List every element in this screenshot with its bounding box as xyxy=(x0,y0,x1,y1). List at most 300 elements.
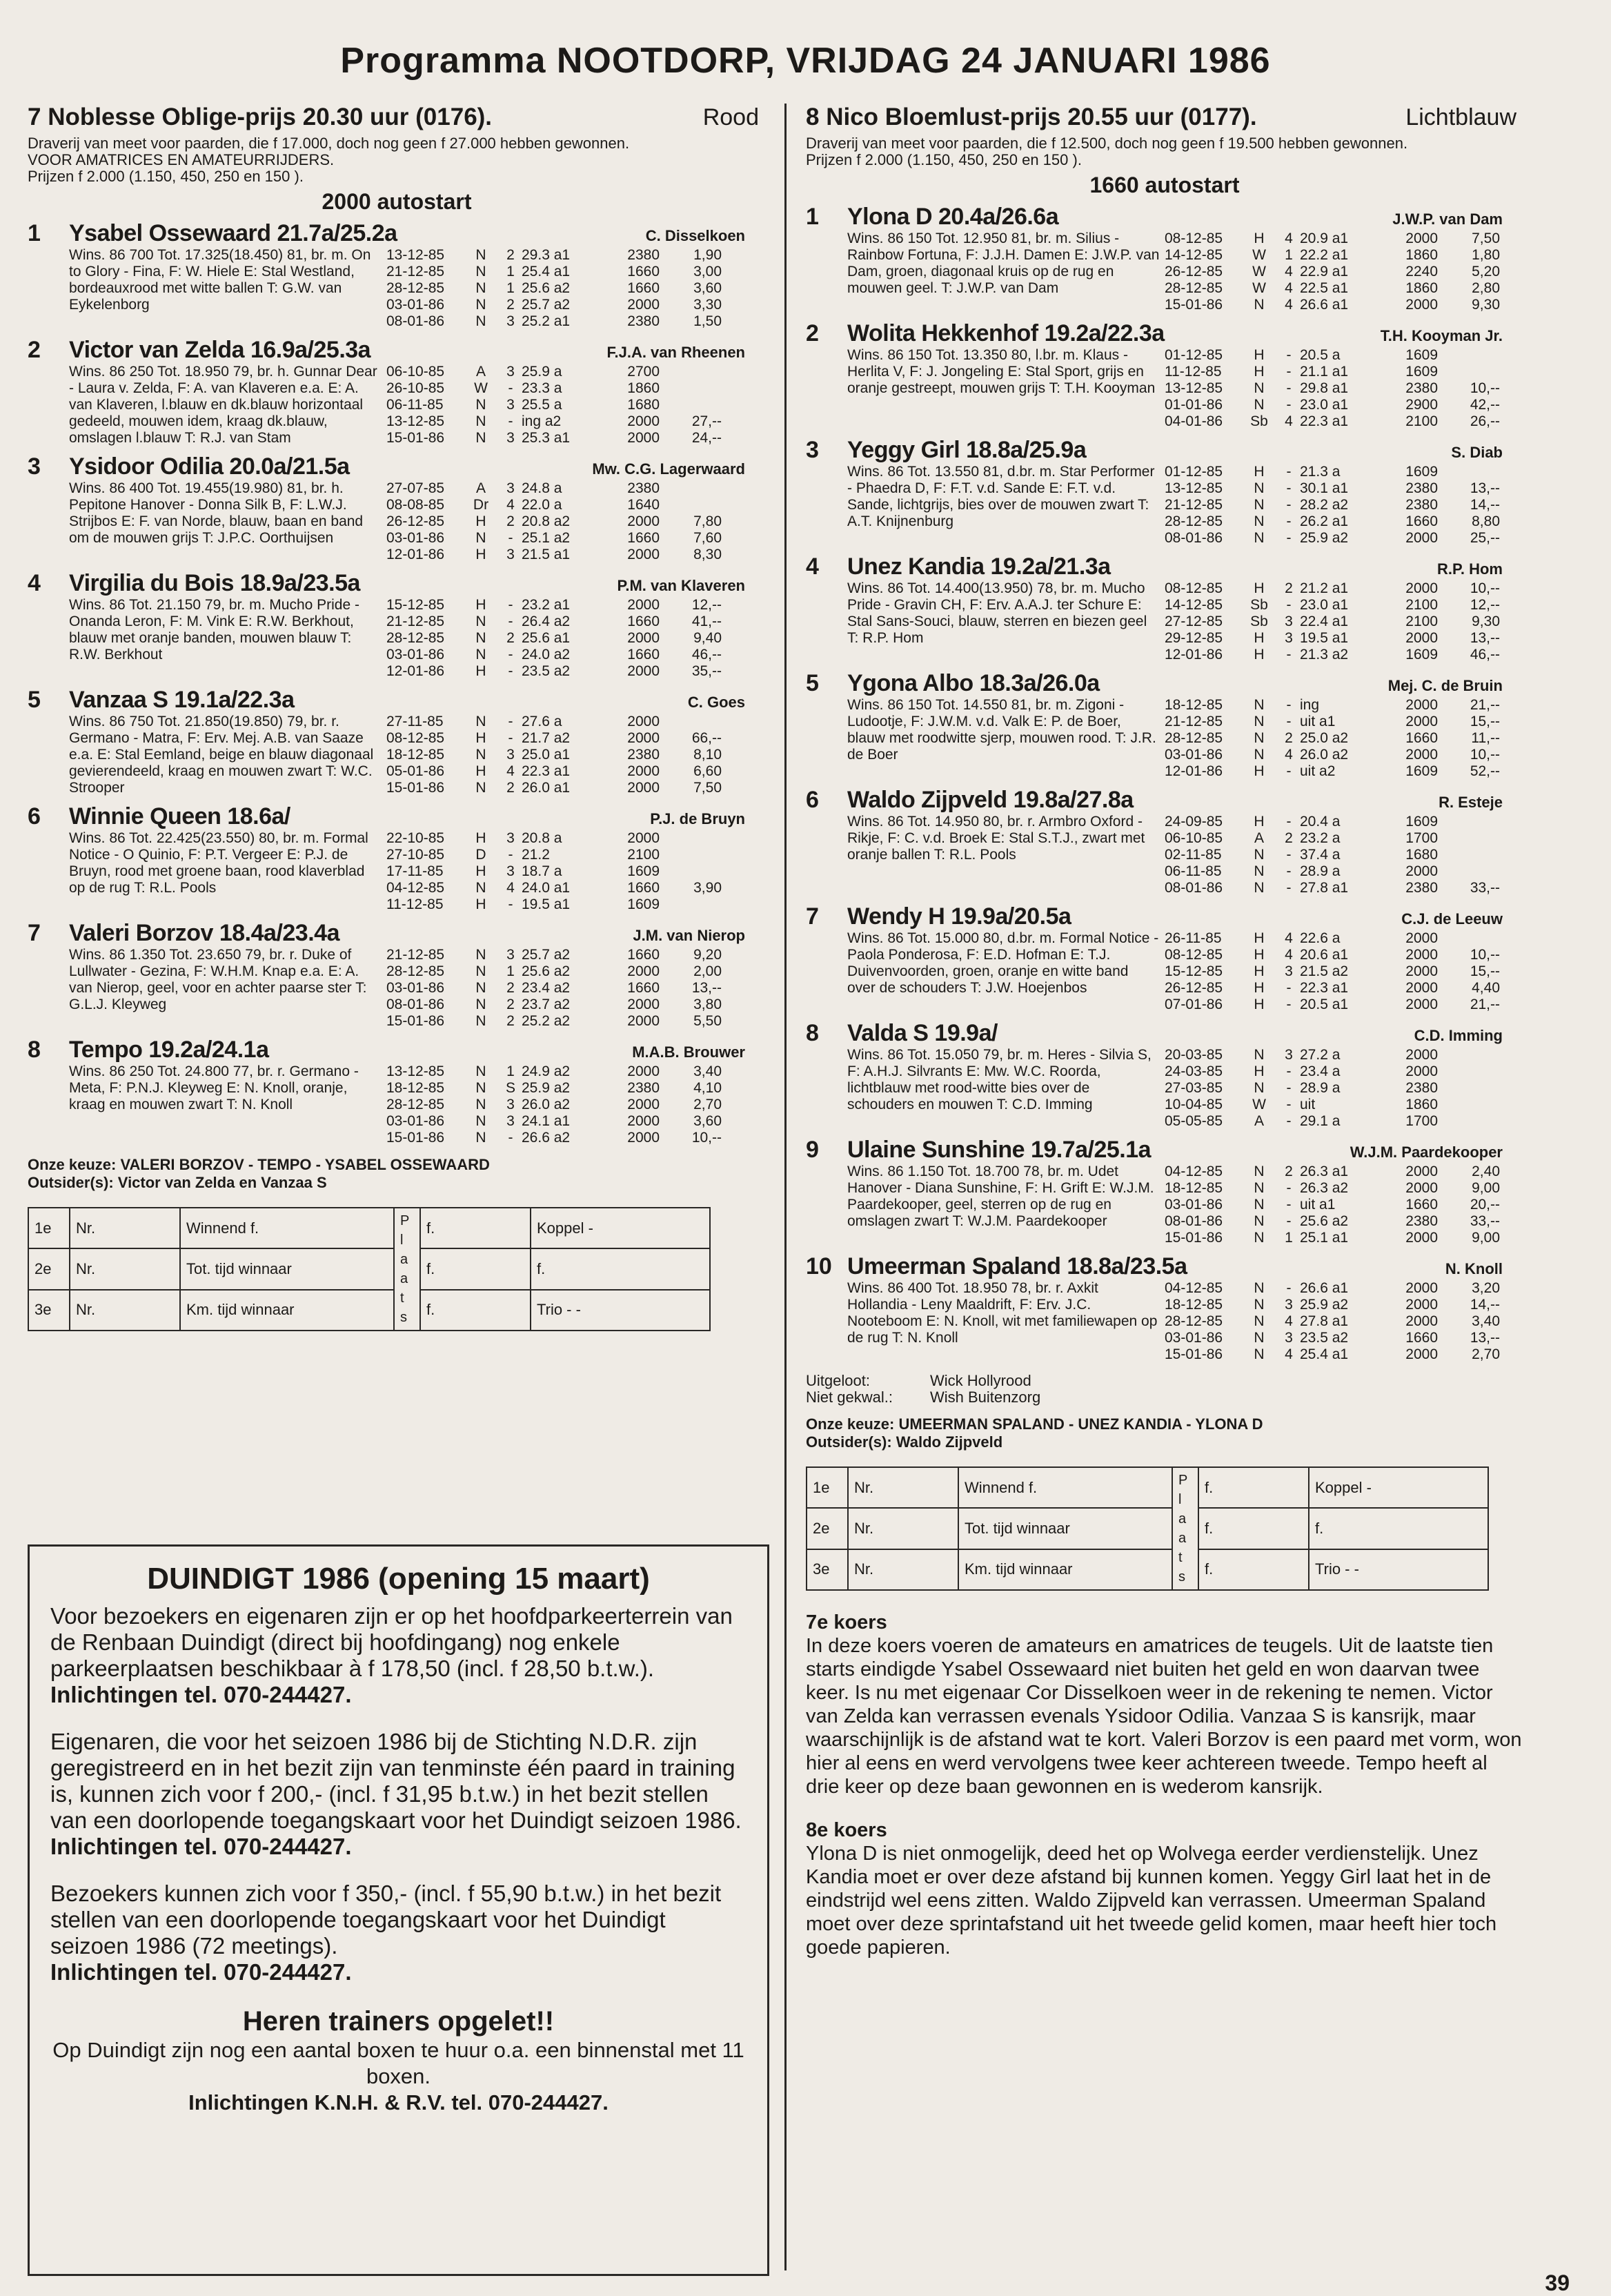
start-row xyxy=(386,280,766,297)
start-date: 13-12-85 xyxy=(386,413,445,429)
start-track: N xyxy=(475,630,486,646)
start-date: 08-01-86 xyxy=(386,313,445,329)
start-date: 18-12-85 xyxy=(1165,697,1223,713)
start-odds xyxy=(660,380,722,397)
horse-driver: S. Diab xyxy=(1451,444,1503,461)
start-time: 28.9 a xyxy=(1300,863,1341,879)
start-odds: 2,70 xyxy=(1472,1346,1500,1362)
horse-name: Wolita Hekkenhof 19.2a/22.3a xyxy=(847,320,1165,346)
horse-header xyxy=(806,1137,1523,1164)
result-table xyxy=(28,1207,711,1331)
horse-entry xyxy=(806,1253,1523,1363)
start-odds: 2,00 xyxy=(693,963,722,979)
start-date: 07-01-86 xyxy=(1165,997,1223,1012)
start-track: N xyxy=(475,880,486,896)
start-track: H xyxy=(475,896,486,912)
start-date: 14-12-85 xyxy=(1165,597,1223,613)
start-row xyxy=(1165,697,1523,714)
start-place: 4 xyxy=(1285,1313,1293,1329)
start-distance: 2000 xyxy=(627,663,660,679)
horse-number: 4 xyxy=(28,570,41,596)
horse-info: Wins. 86 400 Tot. 18.950 78, br. r. Axkit Hollandia - Leny Maaldrift, F: Erv. J.C. Nooteboom E: N. Knoll, wit met familiewapen op de rug T: N. Knoll xyxy=(847,1280,1158,1346)
start-time: 22.5 a1 xyxy=(1300,280,1349,296)
horse-entry xyxy=(28,453,766,563)
start-row xyxy=(1165,264,1523,280)
start-distance: 2000 xyxy=(1405,1230,1438,1246)
start-row xyxy=(1165,1063,1523,1080)
start-track: N xyxy=(475,297,486,313)
result-nr: Nr. xyxy=(70,1248,180,1289)
start-time: 22.4 a1 xyxy=(1300,614,1349,629)
start-row xyxy=(386,963,766,980)
start-date: 28-12-85 xyxy=(1165,513,1223,529)
horse-entry xyxy=(806,437,1523,547)
horse-body xyxy=(847,697,1523,780)
start-row xyxy=(1165,380,1523,397)
nietgekwal-line xyxy=(806,1389,1523,1406)
start-row xyxy=(386,264,766,280)
start-place: - xyxy=(1286,1080,1292,1096)
start-track: H xyxy=(475,513,486,529)
start-distance: 2380 xyxy=(1405,480,1438,496)
start-place: 4 xyxy=(506,497,515,513)
horse-body xyxy=(69,597,766,680)
start-time: 24.1 a1 xyxy=(522,1113,571,1129)
start-odds: 9,30 xyxy=(1472,614,1500,629)
start-place: - xyxy=(1286,847,1292,863)
result-pos: 2e xyxy=(28,1248,70,1289)
start-time: 26.4 a2 xyxy=(522,614,571,629)
start-odds xyxy=(1438,1097,1500,1113)
horse-body xyxy=(69,714,766,796)
horse-info: Wins. 86 250 Tot. 24.800 77, br. r. Germano - Meta, F: P.N.J. Kleyweg E: N. Knoll, oranje, kraag en mouwen zwart T: N. Knoll xyxy=(69,1063,359,1112)
start-place: 4 xyxy=(1285,947,1293,963)
start-date: 24-03-85 xyxy=(1165,1063,1223,1079)
start-time: 22.3 a1 xyxy=(1300,413,1349,429)
start-odds: 1,90 xyxy=(693,247,722,263)
comment-heading: 8e koers xyxy=(806,1819,887,1841)
start-date: 05-01-86 xyxy=(386,763,445,779)
start-row xyxy=(1165,1080,1523,1097)
start-odds: 3,20 xyxy=(1472,1280,1500,1296)
start-odds: 7,50 xyxy=(1472,230,1500,246)
start-track: A xyxy=(1254,830,1264,846)
horse-name: Yeggy Girl 18.8a/25.9a xyxy=(847,437,1087,463)
start-place: 3 xyxy=(1285,614,1293,629)
start-date: 15-12-85 xyxy=(1165,963,1223,979)
start-date: 01-12-85 xyxy=(1165,464,1223,480)
start-place: 4 xyxy=(506,880,515,896)
start-time: 21.2 a1 xyxy=(1300,580,1349,596)
start-place: - xyxy=(1286,997,1292,1012)
result-f: f. xyxy=(1198,1467,1309,1508)
horse-name: Unez Kandia 19.2a/21.3a xyxy=(847,553,1111,580)
horse-info: Wins. 86 250 Tot. 18.950 79, br. h. Gunnar Dear - Laura v. Zelda, F: A. van Klaveren e.a. E: A. van Klaveren, l.blauw en dk.blauw horizontaal gedeeld, mouwen idem, kraag dk.blauw, omslagen l.blauw T: R.J. van Stam xyxy=(69,364,377,446)
start-date: 08-12-85 xyxy=(1165,947,1223,963)
start-place: 3 xyxy=(1285,1330,1293,1346)
start-odds: 8,10 xyxy=(693,747,722,763)
start-distance: 2000 xyxy=(627,1113,660,1129)
start-date: 27-03-85 xyxy=(1165,1080,1223,1096)
start-row xyxy=(1165,1047,1523,1063)
start-row xyxy=(1165,747,1523,763)
start-odds: 3,30 xyxy=(693,297,722,313)
start-odds: 2,40 xyxy=(1472,1164,1500,1179)
start-time: 23.7 a2 xyxy=(522,997,571,1012)
start-distance: 2380 xyxy=(627,247,660,263)
start-date: 15-12-85 xyxy=(386,597,445,613)
horse-entry xyxy=(806,320,1523,430)
start-distance: 2000 xyxy=(1405,230,1438,246)
choice-value: VALERI BORZOV - TEMPO - YSABEL OSSEWAARD xyxy=(120,1156,490,1173)
start-place: 1 xyxy=(1285,247,1293,263)
horse-number: 7 xyxy=(28,920,41,946)
duindigt-advertisement xyxy=(28,1544,769,2276)
start-time: 25.4 a1 xyxy=(1300,1346,1349,1362)
start-odds: 9,00 xyxy=(1472,1230,1500,1246)
start-row xyxy=(1165,880,1523,896)
start-track: N xyxy=(1254,1346,1265,1362)
start-distance: 2380 xyxy=(1405,380,1438,396)
start-track: N xyxy=(1254,847,1265,863)
start-odds: 42,-- xyxy=(1470,397,1500,413)
start-odds xyxy=(1438,1113,1500,1130)
start-row xyxy=(1165,1197,1523,1213)
start-track: N xyxy=(1254,380,1265,396)
start-odds xyxy=(1438,364,1500,380)
ad-paragraph-parking: Voor bezoekers en eigenaren zijn er op het hoofdparkeerterrein van de Renbaan Duindigt (direct bij hoofdingang) nog enkele parkeerplaatsen beschikbaar à f 178,50 (incl. f 28,50 b.t.w.). Inlichtingen tel. 070-244427. xyxy=(50,1603,733,1707)
horse-entry xyxy=(28,337,766,447)
horse-starts xyxy=(386,1063,766,1146)
start-place: - xyxy=(508,730,513,746)
start-time: 22.0 a xyxy=(522,497,562,513)
race-color: Lichtblauw xyxy=(1405,104,1516,130)
start-date: 01-12-85 xyxy=(1165,347,1223,363)
start-distance: 1660 xyxy=(627,530,660,546)
start-time: 26.0 a1 xyxy=(522,780,571,796)
start-odds: 15,-- xyxy=(1470,714,1500,729)
horse-header xyxy=(806,903,1523,930)
choice-label: Onze keuze: xyxy=(28,1156,121,1173)
start-distance: 2000 xyxy=(627,830,660,846)
start-time: 25.1 a2 xyxy=(522,530,571,546)
start-row xyxy=(1165,614,1523,630)
start-time: 23.0 a1 xyxy=(1300,397,1349,413)
start-odds: 2,80 xyxy=(1472,280,1500,296)
horse-driver: P.J. de Bruyn xyxy=(650,810,745,827)
horse-driver: P.M. van Klaveren xyxy=(617,577,745,594)
start-row xyxy=(1165,714,1523,730)
start-track: N xyxy=(475,430,486,446)
start-row xyxy=(386,364,766,380)
start-row xyxy=(1165,980,1523,997)
result-nr: Nr. xyxy=(70,1290,180,1331)
result-row xyxy=(807,1467,1488,1508)
start-track: N xyxy=(1254,530,1265,546)
start-odds: 3,40 xyxy=(693,1063,722,1079)
start-row xyxy=(1165,297,1523,313)
result-label: Tot. tijd winnaar xyxy=(180,1248,394,1289)
start-odds xyxy=(660,397,722,413)
start-date: 21-12-85 xyxy=(386,264,445,279)
horse-name: Vanzaa S 19.1a/22.3a xyxy=(69,687,295,713)
result-f: f. xyxy=(1198,1549,1309,1590)
start-odds: 52,-- xyxy=(1470,763,1500,779)
page-number: 39 xyxy=(1545,2270,1570,2295)
start-odds xyxy=(1438,847,1500,863)
start-date: 27-07-85 xyxy=(386,480,445,496)
horse-number: 5 xyxy=(806,670,819,696)
page-title: Programma NOOTDORP, VRIJDAG 24 JANUARI 1986 xyxy=(340,41,1271,81)
start-time: 25.2 a1 xyxy=(522,313,571,329)
start-track: N xyxy=(1254,863,1265,879)
horse-info: Wins. 86 400 Tot. 19.455(19.980) 81, br. h. Pepitone Hanover - Donna Silk B, F: L.W.J. Strijbos E: F. van Norde, blauw, baan en band om de mouwen grijs T: J.P.C. Oorthuijsen xyxy=(69,480,364,546)
start-date: 17-11-85 xyxy=(386,863,444,879)
start-track: N xyxy=(475,1097,486,1112)
start-time: 24.0 a1 xyxy=(522,880,571,896)
start-track: H xyxy=(1254,580,1265,596)
horse-body xyxy=(847,464,1523,547)
start-track: H xyxy=(475,597,486,613)
start-track: W xyxy=(1252,264,1266,279)
start-distance: 1609 xyxy=(1405,763,1438,779)
start-track: N xyxy=(1254,714,1265,729)
start-date: 06-11-85 xyxy=(386,397,444,413)
start-odds: 14,-- xyxy=(1470,1297,1500,1313)
start-time: 26.6 a1 xyxy=(1300,297,1349,313)
horse-info: Wins. 86 150 Tot. 14.550 81, br. m. Zigoni - Ludootje, F: J.W.M. v.d. Valk E: P. de Boer, blauw met roodwitte sjerp, mouwen rood. T: J.R. de Boer xyxy=(847,697,1156,763)
start-distance: 1609 xyxy=(1405,464,1438,480)
start-distance: 2000 xyxy=(1405,697,1438,713)
start-row xyxy=(1165,730,1523,747)
start-row xyxy=(1165,630,1523,647)
start-odds: 9,20 xyxy=(693,947,722,963)
horse-driver: N. Knoll xyxy=(1445,1260,1503,1277)
start-date: 03-01-86 xyxy=(386,530,445,546)
start-date: 24-09-85 xyxy=(1165,814,1223,830)
start-odds: 13,-- xyxy=(1470,480,1500,496)
start-row xyxy=(1165,1213,1523,1230)
start-track: N xyxy=(1254,497,1265,513)
start-row xyxy=(1165,963,1523,980)
ad-title: DUINDIGT 1986 (opening 15 maart) xyxy=(147,1562,650,1596)
horse-name: Wendy H 19.9a/20.5a xyxy=(847,903,1071,930)
start-date: 15-01-86 xyxy=(1165,1346,1223,1362)
start-distance: 2000 xyxy=(627,413,660,429)
nietgekwal-value: Wish Buitenzorg xyxy=(930,1389,1041,1406)
start-odds: 2,70 xyxy=(693,1097,722,1112)
start-distance: 2100 xyxy=(1405,413,1438,429)
start-track: N xyxy=(475,1063,486,1079)
start-time: ing xyxy=(1300,697,1320,713)
start-place: 2 xyxy=(506,630,515,646)
start-time: 22.9 a1 xyxy=(1300,264,1349,279)
horse-starts xyxy=(1165,580,1523,663)
horse-info: Wins. 86 Tot. 15.050 79, br. m. Heres - Silvia S, F: A.H.J. Silvrants E: Mw. W.C. Roorda, lichtblauw met rood-witte bies over de schouders en mouwen T: C.D. Imming xyxy=(847,1047,1152,1112)
start-odds: 33,-- xyxy=(1470,880,1500,896)
start-date: 21-12-85 xyxy=(386,947,445,963)
start-row xyxy=(1165,1164,1523,1180)
choice-value: UMEERMAN SPALAND - UNEZ KANDIA - YLONA D xyxy=(898,1415,1263,1433)
start-track: Sb xyxy=(1250,597,1268,613)
start-row xyxy=(386,780,766,796)
horse-name: Ylona D 20.4a/26.6a xyxy=(847,204,1059,230)
start-track: N xyxy=(1254,1180,1265,1196)
ad-paragraph-visitors: Bezoekers kunnen zich voor f 350,- (incl. f 55,90 b.t.w.) in het bezit stellen van een doorlopende toegangskaart voor het Duindigt seizoen 1986 (72 meetings). Inlichtingen tel. 070-244427. xyxy=(50,1881,722,1985)
start-time: 26.3 a2 xyxy=(1300,1180,1349,1196)
start-track: H xyxy=(1254,947,1265,963)
start-odds: 26,-- xyxy=(1470,413,1500,429)
start-place: 3 xyxy=(1285,1297,1293,1313)
start-odds: 41,-- xyxy=(691,614,722,629)
start-place: 3 xyxy=(506,480,515,496)
horse-name: Waldo Zijpveld 19.8a/27.8a xyxy=(847,787,1134,813)
horse-number: 7 xyxy=(806,903,819,930)
horse-info: Wins. 86 1.350 Tot. 23.650 79, br. r. Duke of Lullwater - Gezina, F: W.H.M. Knap e.a. E: A. van Nierop, geel, voor en achter paarse ster T: G.L.J. Kleyweg xyxy=(69,947,367,1012)
horse-body xyxy=(847,1047,1523,1130)
start-place: - xyxy=(508,647,513,663)
start-place: 2 xyxy=(506,980,515,996)
start-distance: 1860 xyxy=(1405,280,1438,296)
start-time: 25.9 a2 xyxy=(1300,530,1349,546)
start-date: 01-01-86 xyxy=(1165,397,1223,413)
start-odds xyxy=(660,714,722,730)
start-date: 04-12-85 xyxy=(1165,1164,1223,1179)
horse-driver: C.J. de Leeuw xyxy=(1401,910,1503,928)
race-title: 8 Nico Bloemlust-prijs 20.55 uur (0177). xyxy=(806,104,1257,130)
start-distance: 1609 xyxy=(1405,347,1438,363)
start-track: N xyxy=(475,780,486,796)
horse-driver: C.D. Imming xyxy=(1414,1027,1503,1044)
start-date: 12-01-86 xyxy=(386,663,445,679)
start-odds: 9,30 xyxy=(1472,297,1500,313)
start-place: - xyxy=(1286,380,1292,396)
start-track: H xyxy=(1254,963,1265,979)
horse-info: Wins. 86 Tot. 22.425(23.550) 80, br. m. Formal Notice - O Quinio, F: P.T. Vergeer E: P.J. de Bruyn, rood met groene baan, rood klaverblad op de rug T: R.L. Pools xyxy=(69,830,368,896)
result-pos: 2e xyxy=(807,1508,848,1549)
start-row xyxy=(386,730,766,747)
start-place: 2 xyxy=(506,247,515,263)
start-odds: 13,-- xyxy=(1470,630,1500,646)
start-place: - xyxy=(1286,880,1292,896)
start-odds xyxy=(1438,347,1500,364)
start-odds: 10,-- xyxy=(1470,947,1500,963)
ad-info-2: Inlichtingen tel. 070-244427. xyxy=(50,1834,352,1859)
start-row xyxy=(1165,1230,1523,1246)
start-place: - xyxy=(1286,347,1292,363)
start-place: 3 xyxy=(506,313,515,329)
horse-body xyxy=(847,814,1523,896)
start-date: 03-01-86 xyxy=(1165,747,1223,763)
horse-body xyxy=(847,580,1523,663)
start-row xyxy=(386,530,766,547)
start-place: 1 xyxy=(506,1063,515,1079)
horse-entry xyxy=(28,1037,766,1146)
start-time: 25.7 a2 xyxy=(522,947,571,963)
horse-starts xyxy=(386,247,766,330)
start-row xyxy=(386,997,766,1013)
start-odds: 1,50 xyxy=(693,313,722,329)
start-distance: 2380 xyxy=(627,480,660,496)
start-distance: 1660 xyxy=(627,880,660,896)
start-row xyxy=(1165,1280,1523,1297)
horse-entry xyxy=(806,1137,1523,1246)
start-track: H xyxy=(1254,930,1265,946)
race-header xyxy=(806,104,1523,131)
start-time: 25.6 a2 xyxy=(522,280,571,296)
result-right: Trio - - xyxy=(1309,1549,1488,1590)
start-date: 04-12-85 xyxy=(386,880,445,896)
start-distance: 2000 xyxy=(1405,930,1438,946)
start-odds xyxy=(1438,863,1500,880)
start-time: 22.6 a xyxy=(1300,930,1341,946)
start-distance: 2240 xyxy=(1405,264,1438,279)
start-place: - xyxy=(1286,1197,1292,1213)
start-distance: 2000 xyxy=(1405,1313,1438,1329)
start-place: 2 xyxy=(1285,830,1293,846)
horse-entry xyxy=(806,903,1523,1013)
start-row xyxy=(386,896,766,913)
horse-body xyxy=(847,930,1523,1013)
start-odds xyxy=(1438,930,1500,947)
start-track: H xyxy=(475,547,486,562)
horse-info: Wins. 86 1.150 Tot. 18.700 78, br. m. Udet Hanover - Diana Sunshine, F: H. Grift E: W.J.M. Paardekooper, geel, sterren op de rug en omslagen zwart T: W.J.M. Paardekooper xyxy=(847,1164,1154,1229)
start-place: - xyxy=(508,614,513,629)
start-date: 03-01-86 xyxy=(1165,1330,1223,1346)
start-time: 25.9 a xyxy=(522,364,562,380)
start-odds: 7,60 xyxy=(693,530,722,546)
start-track: N xyxy=(475,530,486,546)
start-track: N xyxy=(1254,1047,1265,1063)
start-odds: 15,-- xyxy=(1470,963,1500,979)
start-place: - xyxy=(508,413,513,429)
start-time: uit a1 xyxy=(1300,1197,1336,1213)
race-distance: 1660 autostart xyxy=(1089,173,1240,197)
start-distance: 1660 xyxy=(1405,1197,1438,1213)
start-odds: 10,-- xyxy=(1470,580,1500,596)
start-time: 26.3 a1 xyxy=(1300,1164,1349,1179)
start-distance: 2000 xyxy=(1405,963,1438,979)
start-distance: 2000 xyxy=(1405,580,1438,596)
start-time: 18.7 a xyxy=(522,863,562,879)
start-odds: 3,00 xyxy=(693,264,722,279)
horse-header xyxy=(28,453,766,480)
start-time: 20.9 a1 xyxy=(1300,230,1349,246)
horse-driver: R. Esteje xyxy=(1439,794,1503,811)
result-label: Winnend f. xyxy=(958,1467,1172,1508)
start-row xyxy=(1165,364,1523,380)
start-place: 2 xyxy=(1285,580,1293,596)
horse-body xyxy=(69,830,766,913)
horse-number: 2 xyxy=(806,320,819,346)
start-date: 02-11-85 xyxy=(1165,847,1222,863)
start-track: H xyxy=(475,763,486,779)
start-row xyxy=(386,947,766,963)
start-date: 08-12-85 xyxy=(1165,230,1223,246)
horse-body xyxy=(847,1280,1523,1363)
start-row xyxy=(386,497,766,513)
start-row xyxy=(1165,863,1523,880)
start-place: - xyxy=(1286,530,1292,546)
start-distance: 1860 xyxy=(627,380,660,396)
outsiders-value: Victor van Zelda en Vanzaa S xyxy=(117,1174,327,1191)
start-time: 25.0 a2 xyxy=(1300,730,1349,746)
start-place: 4 xyxy=(1285,930,1293,946)
start-place: - xyxy=(508,663,513,679)
start-row xyxy=(1165,347,1523,364)
horse-number: 8 xyxy=(806,1020,819,1046)
start-distance: 2000 xyxy=(1405,630,1438,646)
